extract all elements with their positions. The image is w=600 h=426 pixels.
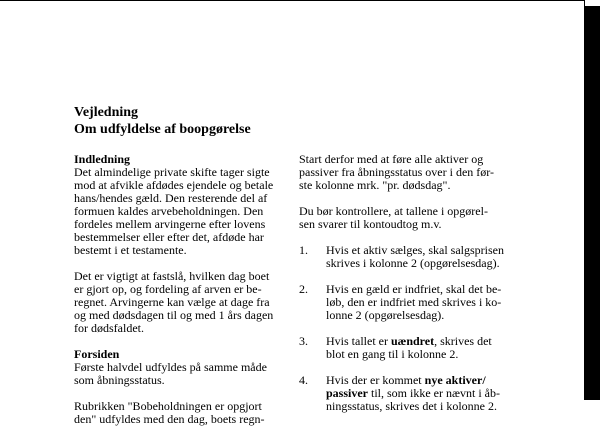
bold-text: uændret bbox=[390, 334, 435, 348]
right-column bbox=[299, 153, 509, 413]
item-number: 4. bbox=[299, 373, 308, 387]
page-shadow bbox=[585, 6, 600, 400]
left-column bbox=[74, 153, 284, 426]
text-line: regnet. Arvingerne kan vælge at dage fra bbox=[74, 295, 270, 309]
text-line: Start derfor med at føre alle aktiver og bbox=[299, 152, 484, 166]
bold-text: passiver bbox=[326, 386, 368, 400]
text-line: Du bør kontrollere, at tallene i opgørel- bbox=[299, 204, 488, 218]
text-line: ningsstatus, skrives det i kolonne 2. bbox=[326, 399, 497, 413]
text-line: Det almindelige private skifte tager sigte bbox=[74, 165, 270, 179]
item-number: 1. bbox=[299, 243, 308, 257]
numbered-item-4 bbox=[299, 374, 509, 413]
text-run: , skrives det bbox=[434, 334, 492, 348]
text-line: blot en gang til i kolonne 2. bbox=[326, 347, 459, 361]
text-run: til, som ikke er nævnt i åb- bbox=[368, 386, 500, 400]
section-heading-forsiden: Forsiden bbox=[74, 347, 120, 361]
paragraph-right-2 bbox=[299, 205, 509, 231]
text-line: er gjort op, og fordeling af arven er be- bbox=[74, 282, 262, 296]
paragraph-forsiden-1 bbox=[74, 361, 284, 387]
text-line: sen svarer til kontoudtog m.v. bbox=[299, 217, 442, 231]
item-number: 3. bbox=[299, 334, 308, 348]
text-line: Hvis en gæld er indfriet, skal det be- bbox=[326, 282, 502, 296]
text-line: bestemt i et testamente. bbox=[74, 243, 187, 257]
text-line: mod at afvikle afdødes ejendele og betale bbox=[74, 178, 274, 192]
title-line-2: Om udfyldelse af boopgørelse bbox=[74, 122, 251, 137]
text-line: lonne 2 (opgørelsesdag). bbox=[326, 308, 445, 322]
text-line: skrives i kolonne 2 (opgørelsesdag). bbox=[326, 256, 500, 270]
text-run: Hvis tallet er bbox=[326, 334, 391, 348]
paragraph-intro-1 bbox=[74, 166, 284, 257]
document-page bbox=[0, 1, 584, 426]
paragraph-forsiden-2 bbox=[74, 400, 284, 426]
item-number: 2. bbox=[299, 282, 308, 296]
text-run: Hvis der er kommet bbox=[326, 373, 425, 387]
text-line: løb, den er indfriet med skrives i ko- bbox=[326, 295, 502, 309]
section-heading-indledning: Indledning bbox=[74, 152, 131, 166]
text-line: ste kolonne mrk. "pr. dødsdag". bbox=[299, 178, 451, 192]
title-line-1: Vejledning bbox=[74, 105, 139, 120]
text-line: Første halvdel udfyldes på samme måde bbox=[74, 360, 267, 374]
bold-text: nye aktiver/ bbox=[424, 373, 486, 387]
document-title bbox=[74, 104, 251, 138]
text-line: passiver fra åbningsstatus over i den før- bbox=[299, 165, 495, 179]
text-line: for dødsfaldet. bbox=[74, 321, 144, 335]
text-line: som åbningsstatus. bbox=[74, 373, 165, 387]
text-line: formuen kaldes arvebeholdningen. Den bbox=[74, 204, 264, 218]
text-line: Hvis et aktiv sælges, skal salgsprisen bbox=[326, 243, 504, 257]
numbered-item-3 bbox=[299, 335, 509, 361]
text-line: og med dødsdagen til og med 1 års dagen bbox=[74, 308, 274, 322]
text-line: Rubrikken "Bobeholdningen er opgjort bbox=[74, 399, 262, 413]
text-line: den" udfyldes med den dag, boets regn- bbox=[74, 412, 265, 426]
text-line: fordeles mellem arvingerne efter lovens bbox=[74, 217, 266, 231]
paragraph-right-1 bbox=[299, 153, 509, 192]
text-line: Det er vigtigt at fastslå, hvilken dag boet bbox=[74, 269, 270, 283]
text-line: hans/hendes gæld. Den resterende del af bbox=[74, 191, 268, 205]
paragraph-intro-2 bbox=[74, 270, 284, 335]
numbered-item-2 bbox=[299, 283, 509, 322]
numbered-item-1 bbox=[299, 244, 509, 270]
text-line: bestemmelser eller efter det, afdøde har bbox=[74, 230, 264, 244]
